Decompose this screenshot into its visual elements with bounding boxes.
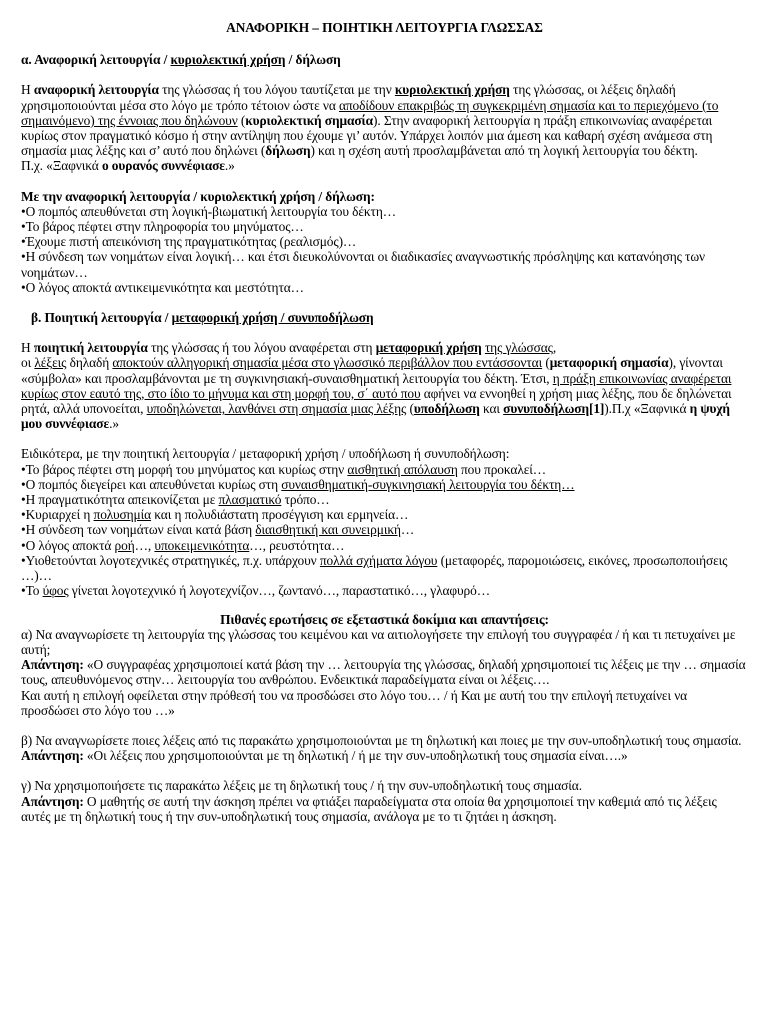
section-a-example: Π.χ. «Ξαφνικά ο ουρανός συννέφιασε.» [21,158,235,174]
question-b: β) Να αναγνωρίσετε ποιες λέξεις από τις παρακάτω χρησιμοποιούνται με τη δηλωτική και ποιες με την συν-υποδηλωτική τους σημασία. [21,732,742,748]
footnote-link[interactable]: [1] [588,401,605,417]
question-c: γ) Να χρησιμοποιήσετε τις παρακάτω λέξεις με τη δηλωτική τους / ή την συν-υποδηλωτική τους σημασία. [21,778,582,794]
section-a-paragraph: Η αναφορική λειτουργία της γλώσσας ή του λόγου ταυτίζεται με την κυριολεκτική χρήση της γλώσσας, οι λέξεις δηλαδή χρησιμοποιούνται μέσα στο λόγο με τρόπο τέτοιον ώστε να αποδίδουν επακριβώς τη συγκεκριμένη σημασία και το περιεχόμενο (το σημαινόμενο) της έννοιας που δηλώνουν (κυριολεκτική σημασία). Στην αναφορική λειτουργία η πράξη επικοινωνίας αναφέρεται κυρίως στον πραγματικό κόσμο ή στην αντίληψη που έχουμε γι’ αυτόν. Υπάρχει λοιπόν μια άμεση και καθαρή σχέση ανάμεσα στη σημασία μιας λέξης και σ’ αυτό που δηλώνει (δήλωση) και η σχέση αυτή προσλαμβάνεται από τη λογική λειτουργία του δέκτη. [21,82,719,159]
list-item: •Υιοθετούνται λογοτεχνικές στρατηγικές, π.χ. υπάρχουν πολλά σχήματα λόγου (μεταφορές, παρομοιώσεις, εικόνες, προσωποποιήσεις …)… [21,552,728,584]
list-item: •Η πραγματικότητα απεικονίζεται με πλασματικό τρόπο… [21,492,330,508]
list-item: •Ο λόγος αποκτά αντικειμενικότητα και μεστότητα… [21,279,304,295]
section-b-heading-underlined: μεταφορική χρήση / συνυποδήλωση [171,310,374,326]
answer-a-continued: Και αυτή η επιλογή οφείλεται στην πρόθεσή του να προσδώσει στο λόγο του… / ή Και με αυτή του την επιλογή πετυχαίνει να προσδώσει στο λόγο του …» [21,687,688,718]
section-b-heading [21,310,748,325]
section-a-heading-prefix: α. Αναφορική λειτουργία / [21,52,171,68]
section-b-heading-prefix: β. Ποιητική λειτουργία / [31,310,172,326]
list-item: •Ο λόγος αποκτά ροή…, υποκειμενικότητα…, ρευστότητα… [21,537,345,553]
answer-a: Απάντηση: «Ο συγγραφέας χρησιμοποιεί κατά βάση την … λειτουργία της γλώσσας, δηλαδή χρησιμοποιεί τις λέξεις με την … σημασία τους, απευθυνόμενος στην… λειτουργία του ανθρώπου. Ενδεικτικά παραδείγματα είναι οι λέξεις…. [21,657,746,688]
section-a-heading-suffix: / δήλωση [285,52,341,68]
answer-c: Απάντηση: Ο μαθητής σε αυτή την άσκηση πρέπει να φτιάξει παραδείγματα στα οποία θα χρησιμοποιεί την καθεμιά από τις λέξεις αυτές με τη δηλωτική τους ή την συν-υποδηλωτική τους σημασία, ανάλογα με το τι ζητάει η άσκηση. [21,793,717,824]
questions-heading: Πιθανές ερωτήσεις σε εξεταστικά δοκίμια και απαντήσεις: [220,611,549,627]
section-a-heading [21,52,748,67]
list-item: •Κυριαρχεί η πολυσημία και η πολυδιάστατη προσέγγιση και ερμηνεία… [21,507,409,523]
list-item: •Έχουμε πιστή απεικόνιση της πραγματικότητας (ρεαλισμός)… [21,234,357,250]
list-item: •Ο πομπός διεγείρει και απευθύνεται κυρίως στη συναισθηματική-συγκινησιακή λειτουργία του δέκτη… [21,476,575,492]
list-item: •Η σύνδεση των νοημάτων είναι λογική… και έτσι διευκολύνονται οι διαδικασίες αναγνωστικής πρόσληψης και κατανόησης των νοημάτων… [21,249,705,280]
answer-b: Απάντηση: «Οι λέξεις που χρησιμοποιούνται με τη δηλωτική / ή με την συν-υποδηλωτική τους σημασία είναι….» [21,748,628,764]
list-item: •Το βάρος πέφτει στη μορφή του μηνύματος και κυρίως στην αισθητική απόλαυση που προκαλεί… [21,461,547,477]
list-item: •Το ύφος γίνεται λογοτεχνικό ή λογοτεχνίζον…, ζωντανό…, παραστατικό…, γλαφυρό… [21,583,491,599]
section-a-heading-underlined: κυριολεκτική χρήση [170,52,286,68]
section-b-paragraph: Η ποιητική λειτουργία της γλώσσας ή του λόγου αναφέρεται στη μεταφορική χρήση της γλώσσας, οι λέξεις δηλαδή αποκτούν αλληγορική σημασία μέσα στο γλωσσικό περιβάλλον που εντάσσονται (μεταφορική σημασία), γίνονται «σύμβολα» και προσλαμβάνονται με τη συγκινησιακή-συναισθηματική λειτουργία του δέκτη. Έτσι, η πράξη επικοινωνίας αναφέρεται κυρίως στον εαυτό της, στο ίδιο το μήνυμα και στη μορφή του, σ΄ αυτό που αφήνει να εννοηθεί η χρήση μιας λέξης, που δε δηλώνεται ρητά, αλλά υπονοείται, υποδηλώνεται, λανθάνει στη σημασία μιας λέξης (υποδήλωση και συνυποδήλωση[1]).Π.χ «Ξαφνικά η ψυχή μου συννέφιασε.» [21,340,732,432]
question-a: α) Να αναγνωρίσετε τη λειτουργία της γλώσσας του κειμένου και να αιτιολογήσετε την επιλογή του συγγραφέα / ή και τι πετυχαίνει με αυτή; [21,626,736,657]
list-item: •Ο πομπός απευθύνεται στη λογική-βιωματική λειτουργία του δέκτη… [21,203,397,219]
page-title: ΑΝΑΦΟΡΙΚΗ – ΠΟΙΗΤΙΚΗ ΛΕΙΤΟΥΡΓΙΑ ΓΛΩΣΣΑΣ [226,20,543,35]
section-a-list-heading: Με την αναφορική λειτουργία / κυριολεκτική χρήση / δήλωση: [21,188,375,204]
list-item: •Το βάρος πέφτει στην πληροφορία του μηνύματος… [21,219,304,235]
section-b-intro: Ειδικότερα, με την ποιητική λειτουργία / μεταφορική χρήση / υποδήλωση ή συνυποδήλωση: [21,446,510,462]
list-item: •Η σύνδεση των νοημάτων είναι κατά βάση διαισθητική και συνειρμική… [21,522,415,538]
